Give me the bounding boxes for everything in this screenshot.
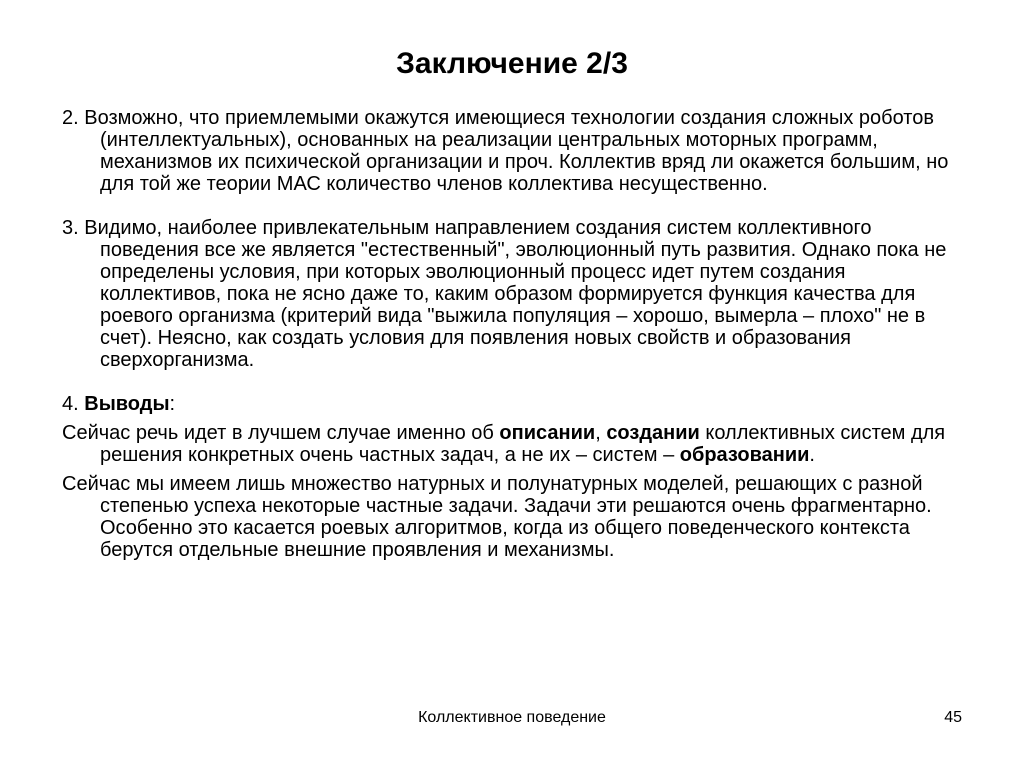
- paragraph-3: 3. Видимо, наиболее привлекательным направлением создания систем коллективного поведения все же является "естественный", эволюционный путь развития. Однако пока не определены условия, при которых эволюционный процесс идет путем создания коллективов, пока не ясно даже то, каким образом формируется функция качества для роевого организма (критерий вида "выжила популяция – хорошо, вымерла – плохо" не в счет). Неясно, как создать условия для появления новых свойств и образования сверхорганизма.: [62, 217, 947, 371]
- conclusions-number: 4.: [62, 393, 85, 415]
- paragraph-2: 2. Возможно, что приемлемыми окажутся имеющиеся технологии создания сложных роботов (интеллектуальных), основанных на реализации центральных моторных программ, механизмов их психической организации и проч. Коллектив вряд ли окажется большим, но для той же теории МАС количество членов коллектива несущественно.: [62, 107, 949, 195]
- p5-text-4: .: [809, 444, 815, 466]
- p5-text-2: ,: [595, 422, 607, 444]
- paragraph-5: [62, 422, 967, 466]
- conclusions-colon: :: [169, 393, 176, 415]
- p5-bold-formation: образовании: [679, 444, 810, 466]
- p5-bold-description: описании: [499, 422, 596, 444]
- p5-text-3: коллективных систем для решения конкретных очень частных задач, а не их – систем –: [100, 422, 946, 466]
- p5-text-1: Сейчас речь идет в лучшем случае именно об: [62, 422, 500, 444]
- slide-body: [62, 107, 967, 561]
- p5-bold-creation: создании: [606, 422, 700, 444]
- page-number: 45: [944, 709, 962, 726]
- paragraph-4-conclusions-heading: [62, 393, 967, 415]
- slide-footer: Коллективное поведение: [418, 709, 606, 726]
- slide-title: Заключение 2/3: [396, 47, 628, 80]
- conclusions-label: Выводы: [84, 393, 170, 415]
- paragraph-6: Сейчас мы имеем лишь множество натурных и полунатурных моделей, решающих с разной степенью успеха некоторые частные задачи. Задачи эти решаются очень фрагментарно. Особенно это касается роевых алгоритмов, когда из общего поведенческого контекста берутся отдельные внешние проявления и механизмы.: [62, 473, 932, 561]
